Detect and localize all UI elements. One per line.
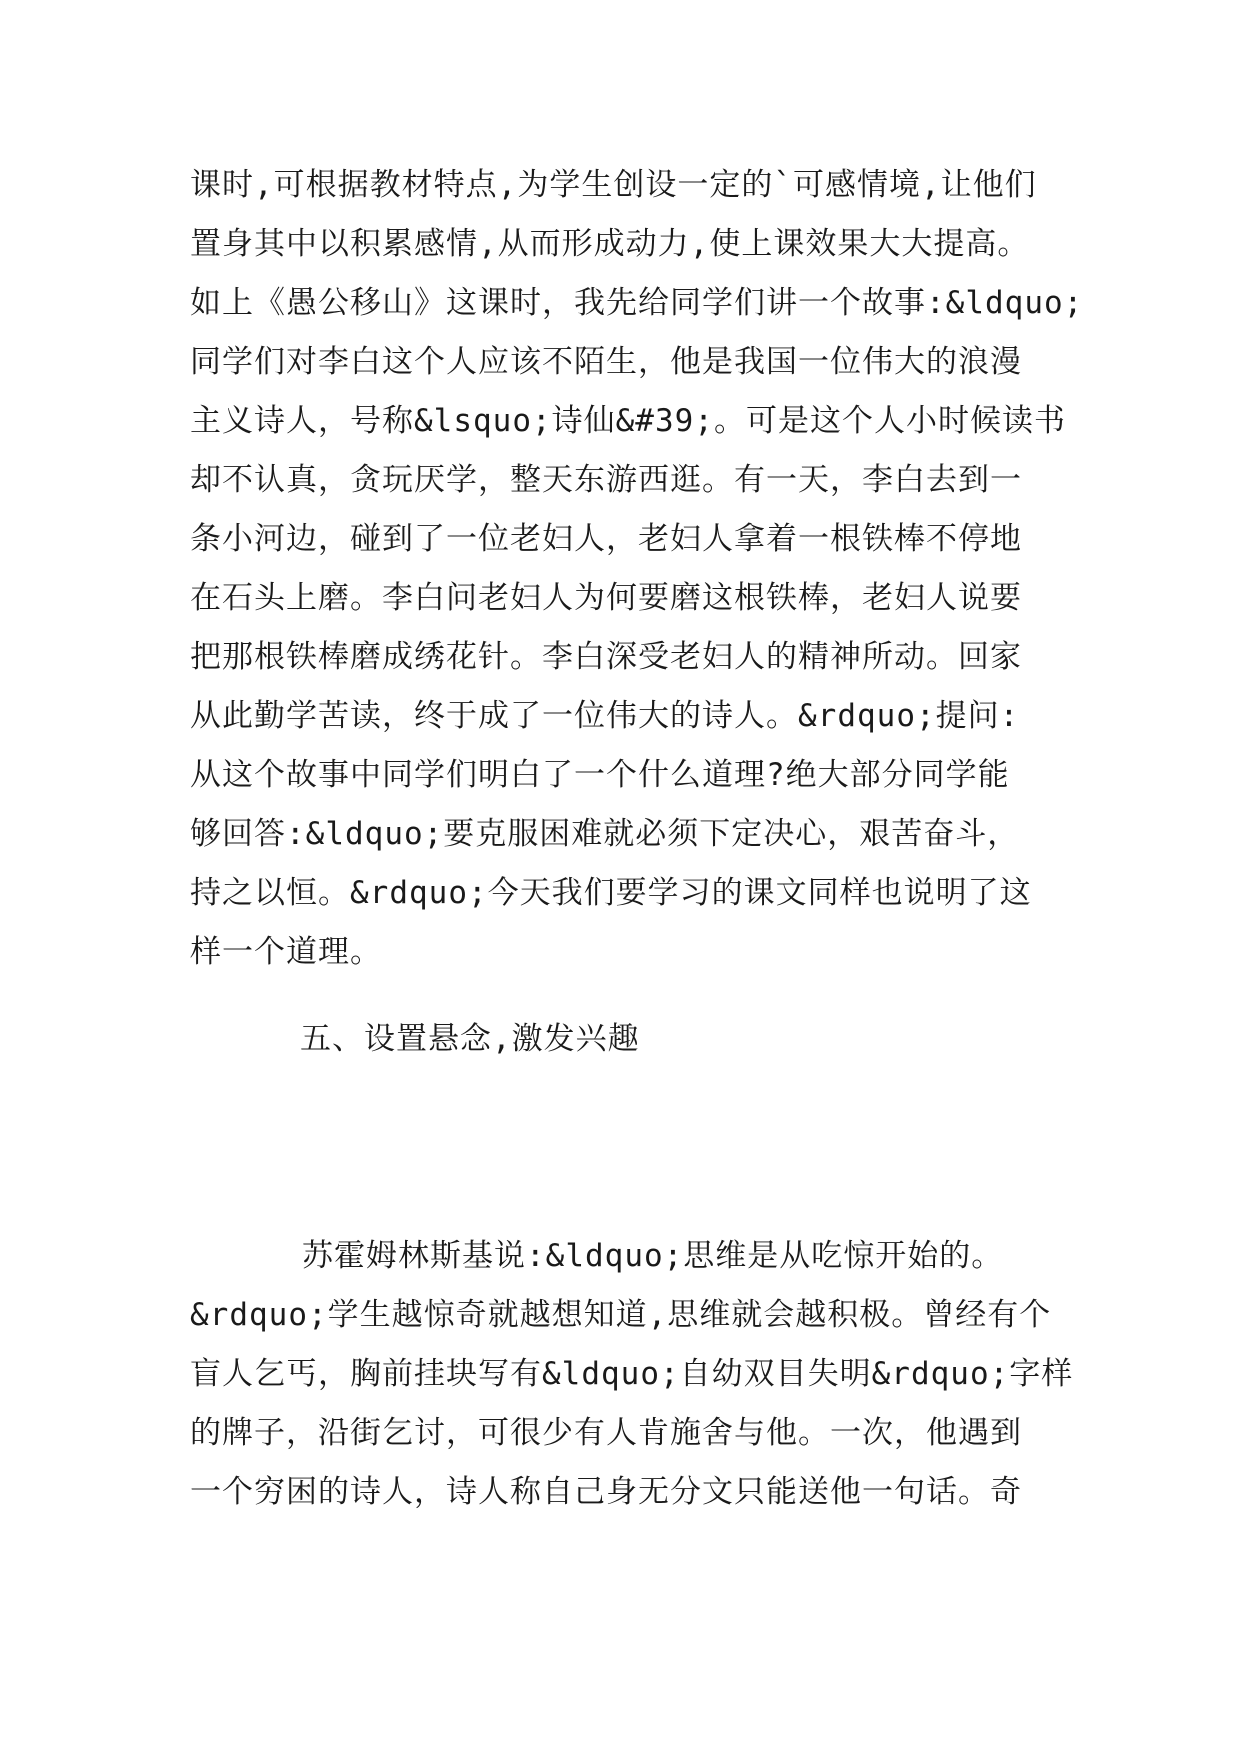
text-line: 从此勤学苦读，终于成了一位伟大的诗人。&rdquo;提问: bbox=[190, 698, 1020, 734]
text-line: 条小河边，碰到了一位老妇人，老妇人拿着一根铁棒不停地 bbox=[190, 521, 1022, 557]
text-line: 盲人乞丐，胸前挂块写有&ldquo;自幼双目失明&rdquo;字样 bbox=[190, 1356, 1074, 1392]
text-line: 的牌子，沿街乞讨，可很少有人肯施舍与他。一次，他遇到 bbox=[190, 1415, 1022, 1451]
text-line: 如上《愚公移山》这课时，我先给同学们讲一个故事:&ldquo; bbox=[190, 285, 1084, 321]
section-heading: 五、设置悬念,激发兴趣 bbox=[300, 1021, 640, 1057]
text-line: 却不认真，贪玩厌学，整天东游西逛。有一天，李白去到一 bbox=[190, 462, 1022, 498]
text-line: 在石头上磨。李白问老妇人为何要磨这根铁棒，老妇人说要 bbox=[190, 580, 1022, 616]
text-line: 样一个道理。 bbox=[190, 934, 382, 970]
text-line: 一个穷困的诗人，诗人称自己身无分文只能送他一句话。奇 bbox=[190, 1474, 1022, 1510]
text-line: 够回答:&ldquo;要克服困难就必须下定决心，艰苦奋斗， bbox=[190, 816, 1020, 852]
paragraph-suspense bbox=[190, 1227, 1074, 1522]
text-line: 主义诗人，号称&lsquo;诗仙&#39;。可是这个人小时候读书 bbox=[190, 403, 1066, 439]
text-line: 课时,可根据教材特点,为学生创设一定的`可感情境,让他们 bbox=[190, 167, 1037, 203]
paragraph-story-li-bai bbox=[190, 156, 1084, 982]
text-line: &rdquo;学生越惊奇就越想知道,思维就会越积极。曾经有个 bbox=[190, 1297, 1052, 1333]
text-line: 持之以恒。&rdquo;今天我们要学习的课文同样也说明了这 bbox=[190, 875, 1032, 911]
text-line: 苏霍姆林斯基说:&ldquo;思维是从吃惊开始的。 bbox=[302, 1238, 1004, 1274]
text-line: 置身其中以积累感情,从而形成动力,使上课效果大大提高。 bbox=[190, 226, 1030, 262]
text-line: 从这个故事中同学们明白了一个什么道理?绝大部分同学能 bbox=[190, 757, 1010, 793]
text-line: 把那根铁棒磨成绣花针。李白深受老妇人的精神所动。回家 bbox=[190, 639, 1022, 675]
text-line: 同学们对李白这个人应该不陌生，他是我国一位伟大的浪漫 bbox=[190, 344, 1022, 380]
